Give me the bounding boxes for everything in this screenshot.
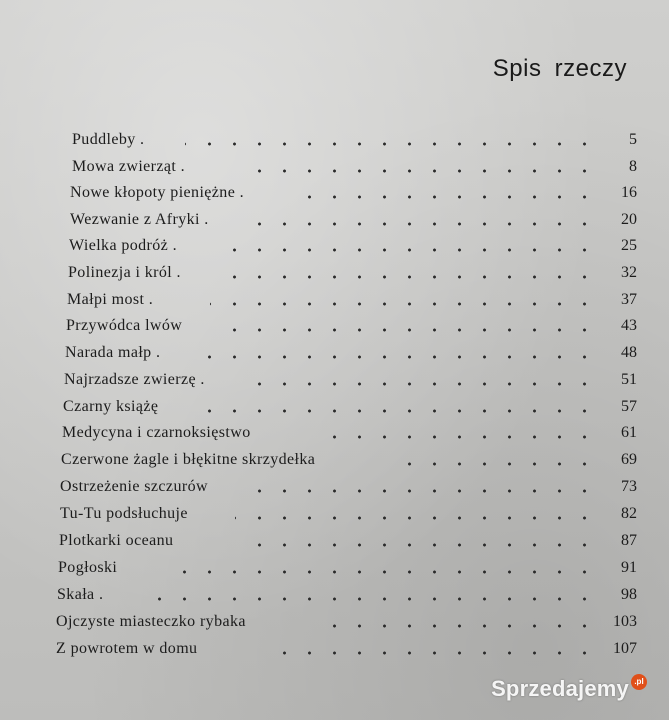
toc-entry-page: 37 [621, 291, 637, 308]
toc-entry-leader [315, 421, 597, 445]
toc-entry-leader [305, 181, 597, 205]
toc-entry-page: 32 [621, 264, 637, 281]
toc-entry-leader [245, 155, 597, 179]
toc-entry-page: 51 [621, 371, 637, 388]
toc-entry [0, 155, 669, 179]
toc-entry [0, 475, 669, 499]
page-title: Spis rzeczy [492, 55, 627, 82]
toc-entry-title: Narada małp . [65, 344, 161, 361]
toc-entry-leader [205, 395, 597, 419]
toc-entry-title: Polinezja i król . [68, 264, 181, 281]
toc-entry-page: 103 [613, 613, 637, 630]
toc-entry-title: Czarny książę [63, 398, 159, 415]
toc-entry-leader [220, 234, 597, 258]
toc-entry-title: Puddleby . [72, 131, 145, 148]
toc-entry-leader [235, 502, 597, 526]
toc-entry-leader [255, 208, 597, 232]
toc-entry-title: Pogłoski [58, 559, 118, 576]
watermark-logo [491, 676, 647, 702]
toc-entry-title: Mowa zwierząt . [72, 158, 186, 175]
toc-entry-page: 91 [621, 559, 637, 576]
toc-entry-page: 82 [621, 505, 637, 522]
toc-entry-title: Z powrotem w domu [56, 640, 198, 657]
toc-entry [0, 421, 669, 445]
toc-entry [0, 368, 669, 392]
toc-entry-title: Wezwanie z Afryki . [70, 211, 209, 228]
toc-entry-page: 8 [629, 158, 637, 175]
toc-entry-title: Ostrzeżenie szczurów [60, 478, 208, 495]
watermark-text: Sprzedajemy [491, 676, 629, 701]
toc-entry [0, 288, 669, 312]
toc-entry-page: 16 [621, 184, 637, 201]
toc-entry-page: 57 [621, 398, 637, 415]
toc-entry [0, 208, 669, 232]
toc-entry [0, 128, 669, 152]
toc-entry-leader [255, 368, 597, 392]
toc-entry-title: Medycyna i czarnoksięstwo [62, 424, 251, 441]
toc-entry-leader [225, 314, 597, 338]
toc-entry-page: 20 [621, 211, 637, 228]
toc-entry [0, 181, 669, 205]
toc-entry-page: 25 [621, 237, 637, 254]
toc-entry-title: Plotkarki oceanu [59, 532, 174, 549]
toc-entry-leader [170, 556, 597, 580]
toc-entry-page: 69 [621, 451, 637, 468]
watermark-badge: .pl [631, 674, 647, 690]
toc-entry-leader [210, 288, 597, 312]
toc-entry-title: Przywódca lwów [66, 317, 183, 334]
toc-entry-page: 43 [621, 317, 637, 334]
toc-entry-leader [255, 475, 597, 499]
toc-entry [0, 234, 669, 258]
toc-entry-leader [185, 128, 597, 152]
toc-entry-page: 48 [621, 344, 637, 361]
toc-entry [0, 341, 669, 365]
toc-entry-title: Ojczyste miasteczko rybaka [56, 613, 246, 630]
toc-entry [0, 637, 669, 661]
toc-entry-leader [205, 341, 597, 365]
toc-entry-page: 87 [621, 532, 637, 549]
toc-entry-title: Czerwone żagle i błękitne skrzydełka [61, 451, 316, 468]
toc-entry-page: 73 [621, 478, 637, 495]
toc-entry-page: 107 [613, 640, 637, 657]
toc-entry [0, 395, 669, 419]
toc-entry-title: Małpi most . [67, 291, 154, 308]
toc-entry-title: Wielka podróż . [69, 237, 177, 254]
toc-entry-leader [150, 583, 597, 607]
toc-entry [0, 314, 669, 338]
toc-entry-title: Najrzadsze zwierzę . [64, 371, 205, 388]
toc-entry [0, 261, 669, 285]
toc-entry [0, 529, 669, 553]
toc-entry [0, 502, 669, 526]
toc-entry [0, 610, 669, 634]
toc-entry-leader [320, 610, 597, 634]
toc-entry-page: 61 [621, 424, 637, 441]
toc-entry [0, 556, 669, 580]
toc-entry-title: Tu-Tu podsłuchuje [60, 505, 188, 522]
toc-entry-leader [395, 448, 597, 472]
toc-entry [0, 583, 669, 607]
toc-entry-title: Skała . [57, 586, 104, 603]
toc-entry [0, 448, 669, 472]
toc-entry-leader [240, 529, 597, 553]
toc-entry-page: 98 [621, 586, 637, 603]
toc-entry-title: Nowe kłopoty pieniężne . [70, 184, 244, 201]
toc-entry-leader [265, 637, 597, 661]
toc-entry-page: 5 [629, 131, 637, 148]
toc-entry-leader [230, 261, 597, 285]
